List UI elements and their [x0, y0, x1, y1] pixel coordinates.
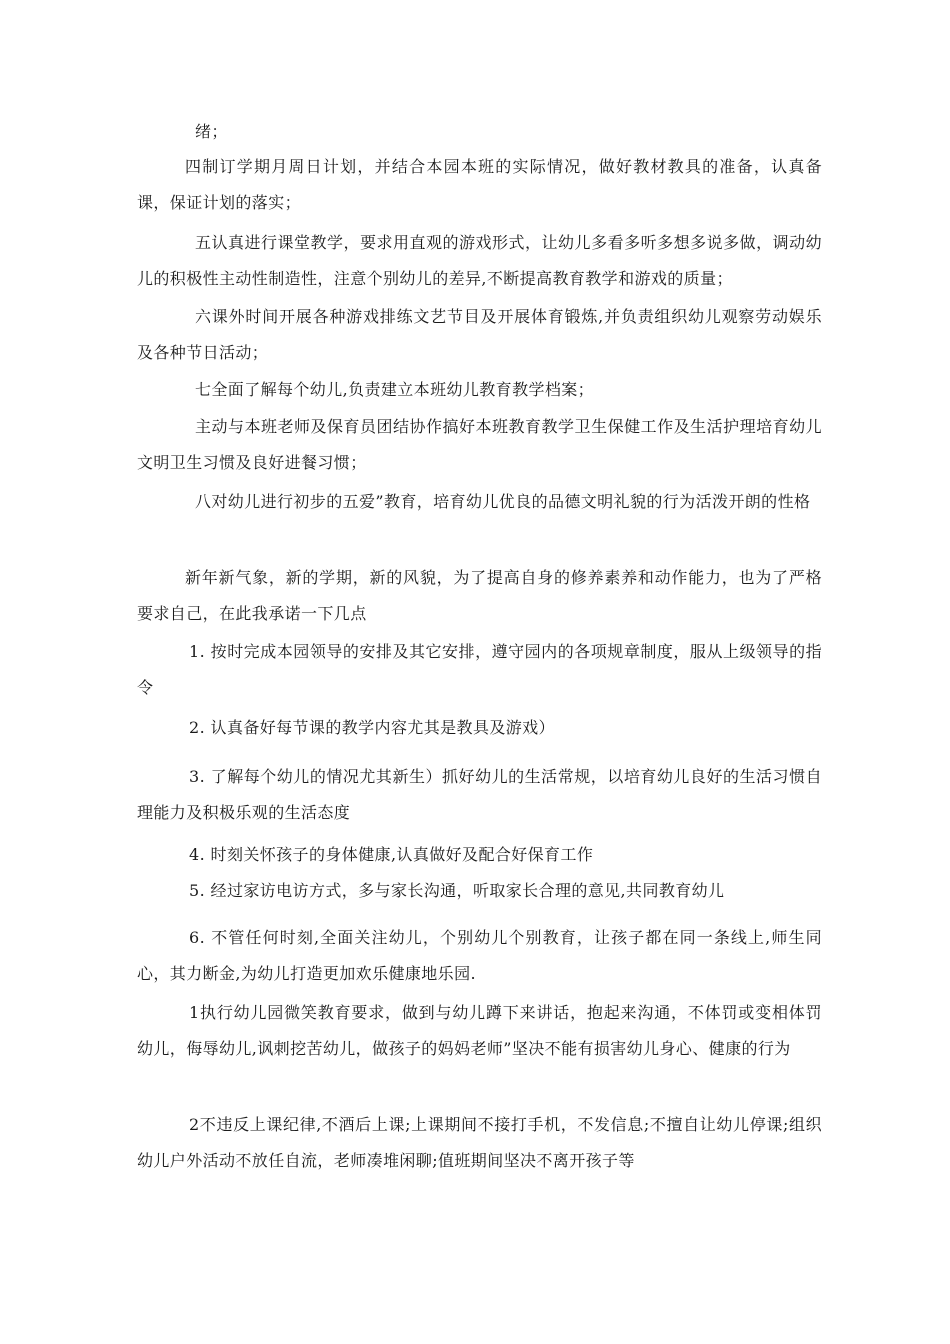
rule-paragraph-2: 2不违反上课纪律,不酒后上课;上课期间不接打手机，不发信息;不擅自让幼儿停课;组织幼儿户外活动不放任自流，老师凑堆闲聊;值班期间坚决不离开孩子等 — [137, 1115, 822, 1170]
paragraph-7: 八对幼儿进行初步的五爱”教育，培育幼儿优良的品德文明礼貌的行为活泼开朗的性格 — [195, 492, 811, 511]
rule-paragraph-1: 1执行幼儿园微笑教育要求，做到与幼儿蹲下来讲话，抱起来沟通，不体罚或变相体罚幼儿，侮辱幼儿,讽刺挖苦幼儿，做孩子的妈妈老师”坚决不能有损害幼儿身心、健康的行为 — [137, 1003, 822, 1058]
paragraph-4: 六课外时间开展各种游戏排练文艺节目及开展体育锻炼,并负责组织幼儿观察劳动娱乐及各种节日活动； — [137, 307, 822, 362]
paragraph-5: 七全面了解每个幼儿,负责建立本班幼儿教育教学档案； — [195, 380, 595, 399]
list-item-5: 5. 经过家访电访方式，多与家长沟通，听取家长合理的意见,共同教育幼儿 — [189, 881, 725, 900]
list-item-1: 1. 按时完成本园领导的安排及其它安排，遵守园内的各项规章制度，服从上级领导的指令 — [137, 642, 822, 697]
paragraph-3: 五认真进行课堂教学，要求用直观的游戏形式，让幼儿多看多听多想多说多做，调动幼儿的积极性主动性制造性，注意个别幼儿的差异,不断提高教育教学和游戏的质量； — [137, 233, 822, 288]
paragraph-2: 四制订学期月周日计划，并结合本园本班的实际情况，做好教材教具的准备，认真备课，保证计划的落实； — [137, 157, 822, 212]
list-item-2: 2. 认真备好每节课的教学内容尤其是教具及游戏） — [189, 718, 555, 737]
list-item-3: 3. 了解每个幼儿的情况尤其新生）抓好幼儿的生活常规，以培育幼儿良好的生活习惯自理能力及积极乐观的生活态度 — [137, 767, 822, 822]
paragraph-1: 绪； — [195, 122, 228, 141]
paragraph-6: 主动与本班老师及保育员团结协作搞好本班教育教学卫生保健工作及生活护理培育幼儿文明卫生习惯及良好进餐习惯； — [137, 417, 822, 472]
paragraph-8: 新年新气象，新的学期，新的风貌，为了提高自身的修养素养和动作能力，也为了严格要求自己，在此我承诺一下几点 — [137, 568, 822, 623]
list-item-4: 4. 时刻关怀孩子的身体健康,认真做好及配合好保育工作 — [189, 845, 594, 864]
list-item-6: 6. 不管任何时刻,全面关注幼儿，个别幼儿个别教育，让孩子都在同一条线上,师生同心，其力断金,为幼儿打造更加欢乐健康地乐园. — [137, 928, 822, 983]
